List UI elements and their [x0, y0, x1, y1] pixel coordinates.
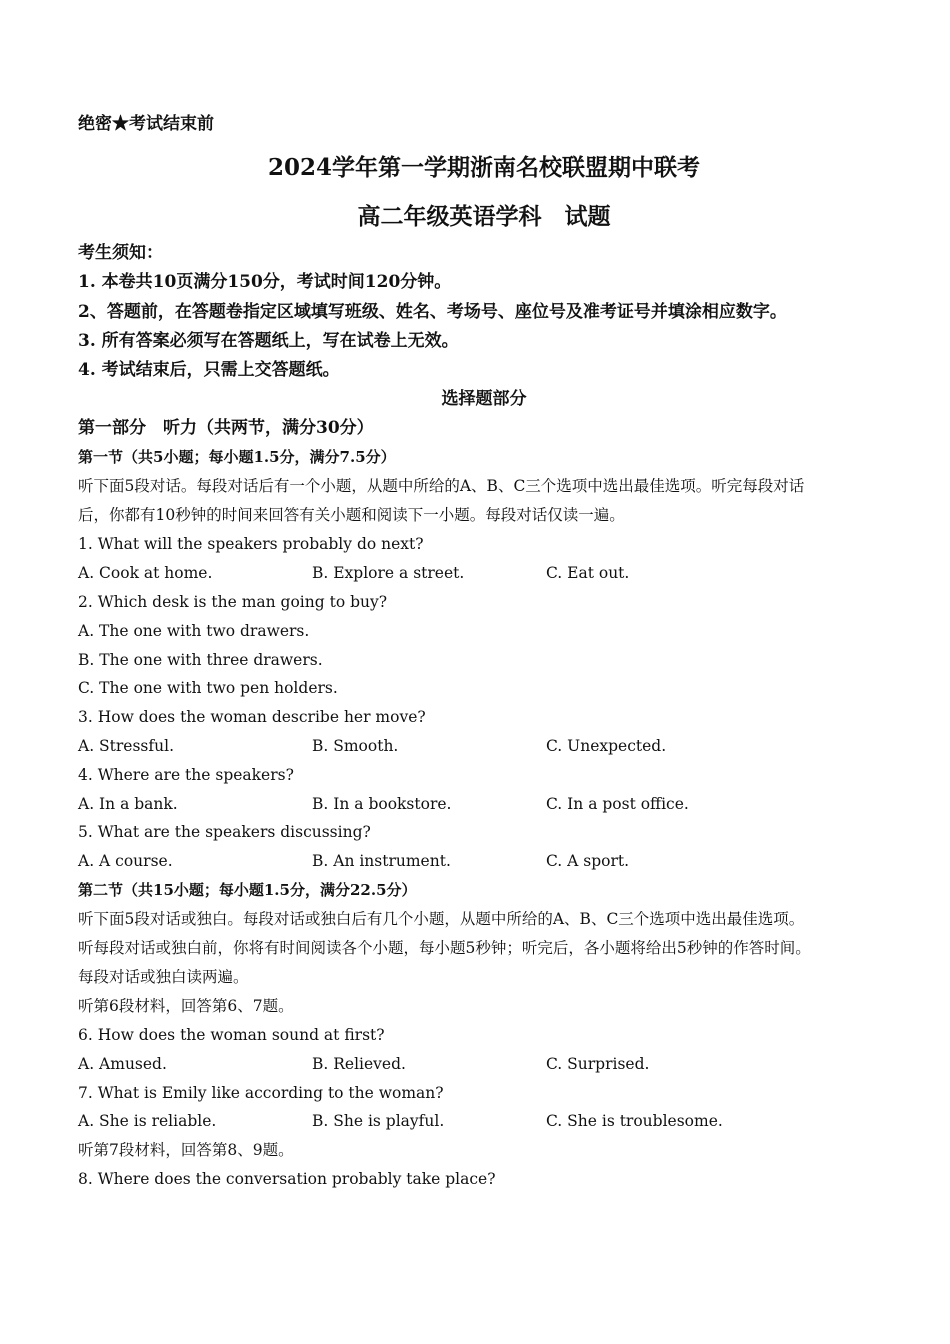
material-note: 听第6段材料，回答第6、7题。	[78, 997, 294, 1016]
part1-title: 第一部分 听力（共两节，满分30分）	[78, 418, 374, 439]
section2-instructions: 听下面5段对话或独白。每段对话或独白后有几个小题，从题中所给的A、B、C三个选项中选出最佳选项。	[78, 910, 805, 929]
option-a: A. Amused.	[78, 1054, 167, 1073]
question-stem: 1. What will the speakers probably do next?	[78, 535, 424, 554]
section2-title: 第二节（共15小题；每小题1.5分，满分22.5分）	[78, 881, 417, 900]
section1-title: 第一节（共5小题；每小题1.5分，满分7.5分）	[78, 448, 396, 467]
question-stem: 7. What is Emily like according to the woman?	[78, 1083, 444, 1102]
part-heading: 选择题部分	[441, 389, 527, 410]
exam-page	[78, 110, 890, 1194]
option-a: A. The one with two drawers.	[78, 621, 310, 640]
question-options	[78, 732, 890, 761]
option-a: A. Cook at home.	[78, 564, 213, 583]
exam-subtitle: 高二年级英语学科 试题	[357, 203, 611, 230]
question-stem: 2. Which desk is the man going to buy?	[78, 593, 388, 612]
question-stem: 3. How does the woman describe her move?	[78, 708, 426, 727]
option-b: B. She is playful.	[312, 1112, 445, 1131]
question-options	[78, 559, 890, 588]
section1-instructions: 后，你都有10秒钟的时间来回答有关小题和阅读下一小题。每段对话仅读一遍。	[78, 506, 625, 525]
option-a: A. Stressful.	[78, 737, 174, 756]
exam-title: 2024学年第一学期浙南名校联盟期中联考	[267, 154, 700, 181]
option-b: B. An instrument.	[312, 852, 451, 871]
notice-item: 3. 所有答案必须写在答题纸上，写在试卷上无效。	[78, 330, 459, 351]
notice-item: 2、答题前，在答题卷指定区域填写班级、姓名、考场号、座位号及准考证号并填涂相应数字。	[78, 301, 787, 322]
option-c: C. The one with two pen holders.	[78, 679, 338, 698]
option-c: C. A sport.	[546, 852, 630, 871]
question-options	[78, 1107, 890, 1136]
section2-instructions: 听每段对话或独白前，你将有时间阅读各个小题，每小题5秒钟；听完后，各小题将给出5秒钟的作答时间。	[78, 939, 811, 958]
question-stem: 8. Where does the conversation probably take place?	[78, 1170, 496, 1189]
question-stem: 6. How does the woman sound at first?	[78, 1026, 385, 1045]
question-options	[78, 790, 890, 819]
option-b: B. Explore a street.	[312, 564, 465, 583]
confidential-label: 绝密★考试结束前	[78, 114, 214, 134]
option-c: C. Eat out.	[546, 564, 630, 583]
notice-item: 4. 考试结束后，只需上交答题纸。	[78, 360, 340, 381]
option-c: C. Unexpected.	[546, 737, 667, 756]
option-b: B. In a bookstore.	[312, 794, 452, 813]
section1-instructions: 听下面5段对话。每段对话后有一个小题，从题中所给的A、B、C三个选项中选出最佳选项。听完每段对话	[78, 477, 805, 496]
question-stem: 4. Where are the speakers?	[78, 765, 294, 784]
option-b: B. Smooth.	[312, 737, 399, 756]
option-c: C. In a post office.	[546, 794, 689, 813]
notice-item: 1. 本卷共10页满分150分，考试时间120分钟。	[78, 272, 452, 293]
notice-heading: 考生须知：	[78, 243, 163, 263]
section2-instructions: 每段对话或独白读两遍。	[78, 968, 249, 987]
option-a: A. She is reliable.	[78, 1112, 217, 1131]
option-a: A. In a bank.	[78, 794, 178, 813]
option-b: B. Relieved.	[312, 1054, 406, 1073]
option-c: C. She is troublesome.	[546, 1112, 723, 1131]
material-note: 听第7段材料，回答第8、9题。	[78, 1141, 294, 1160]
option-a: A. A course.	[78, 852, 173, 871]
question-options	[78, 847, 890, 876]
question-stem: 5. What are the speakers discussing?	[78, 823, 371, 842]
option-c: C. Surprised.	[546, 1054, 650, 1073]
option-b: B. The one with three drawers.	[78, 650, 323, 669]
question-options	[78, 1050, 890, 1079]
